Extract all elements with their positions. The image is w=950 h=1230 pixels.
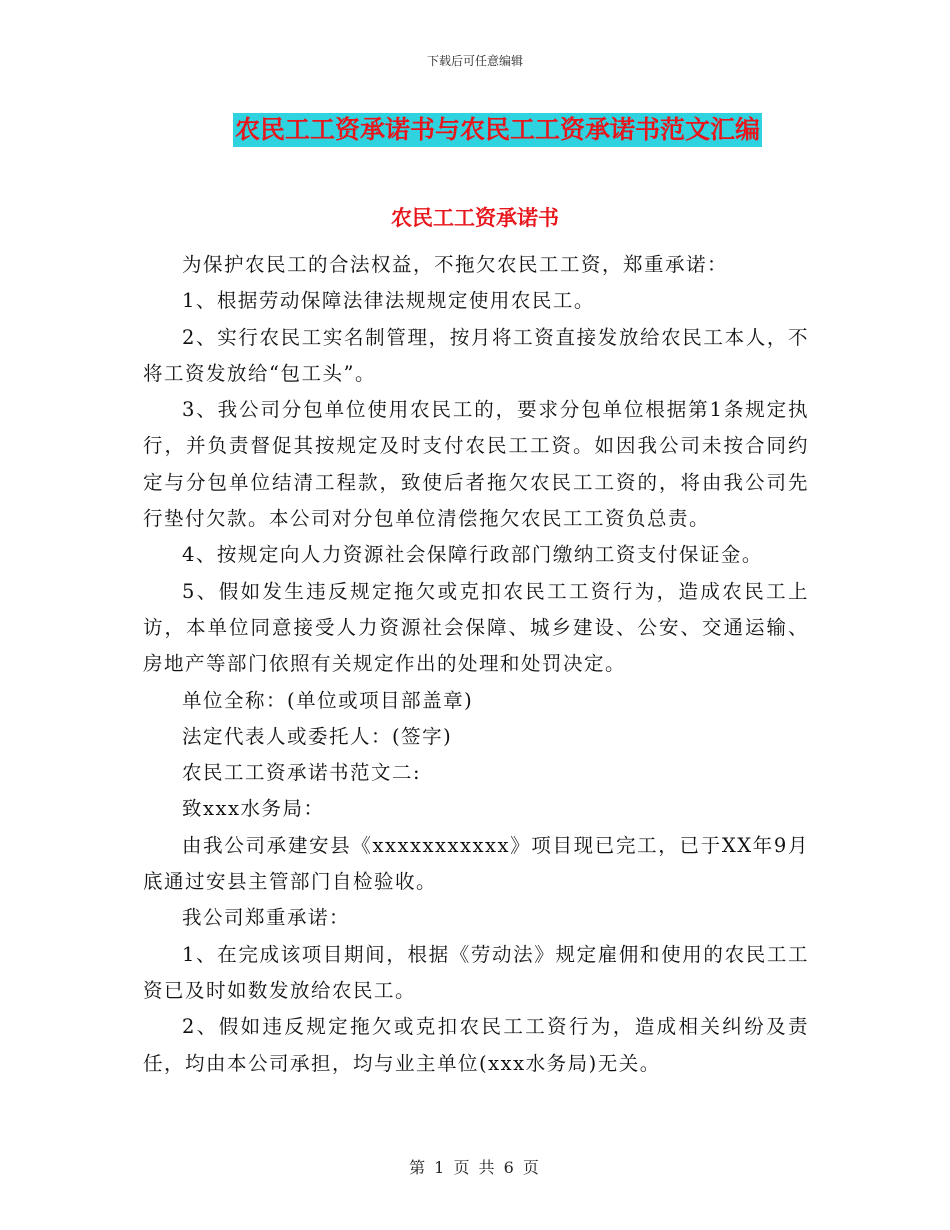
paragraph: 4、按规定向人力资源社会保障行政部门缴纳工资支付保证金。 xyxy=(182,543,763,567)
paragraph: 2、假如违反规定拖欠或克扣农民工工资行为，造成相关纠纷及责任，均由本公司承担，均与业主单位(xxx水务局)无关。 xyxy=(143,1015,809,1075)
paragraph: 5、假如发生违反规定拖欠或克扣农民工工资行为，造成农民工上访，本单位同意接受人力资源社会保障、城乡建设、公安、交通运输、房地产等部门依照有关规定作出的处理和处罚决定。 xyxy=(143,579,809,676)
paragraph: 单位全称：(单位或项目部盖章) xyxy=(182,688,474,712)
paragraph: 3、我公司分包单位使用农民工的，要求分包单位根据第1条规定执行，并负责督促其按规定及时支付农民工工资。如因我公司未按合同约定与分包单位结清工程款，致使后者拖欠农民工工资的，将由我公司先行垫付欠款。本公司对分包单位清偿拖欠农民工工资负总责。 xyxy=(143,398,809,531)
section-title: 农民工工资承诺书 xyxy=(391,206,559,230)
main-title-container xyxy=(0,113,950,147)
main-title: 农民工工资承诺书与农民工工资承诺书范文汇编 xyxy=(233,113,762,147)
paragraph: 为保护农民工的合法权益，不拖欠农民工工资，郑重承诺： xyxy=(182,253,729,276)
document-body xyxy=(143,247,809,1082)
paragraph: 由我公司承建安县《xxxxxxxxxxx》项目现已完工，已于XX年9月底通过安县主管部门自检验收。 xyxy=(143,833,809,894)
paragraph: 1、根据劳动保障法律法规规定使用农民工。 xyxy=(182,289,595,313)
paragraph: 农民工工资承诺书范文二: xyxy=(182,761,422,785)
paragraph: 1、在完成该项目期间，根据《劳动法》规定雇佣和使用的农民工工资已及时如数发放给农民工。 xyxy=(143,942,809,1002)
paragraph: 致xxx水务局： xyxy=(182,797,325,821)
paragraph: 2、实行农民工实名制管理，按月将工资直接发放给农民工本人，不将工资发放给“包工头”。 xyxy=(143,325,809,385)
page-header-note: 下载后可任意编辑 xyxy=(426,54,523,68)
page-number-footer: 第 1 页 共 6 页 xyxy=(409,1158,541,1177)
paragraph: 法定代表人或委托人：(签字) xyxy=(182,724,453,748)
paragraph: 我公司郑重承诺： xyxy=(182,906,351,930)
